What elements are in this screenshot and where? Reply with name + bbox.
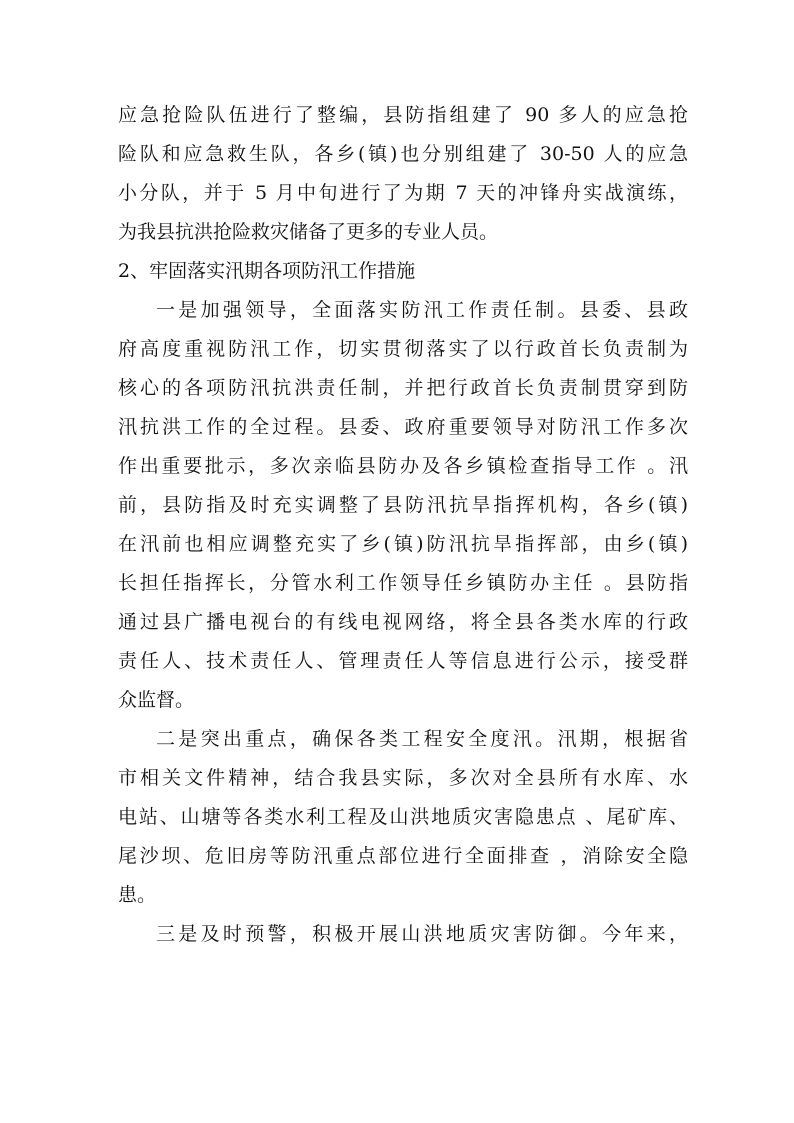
- paragraph-line: 前，县防指及时充实调整了县防汛抗旱指挥机构，各乡(镇): [118, 494, 688, 516]
- paragraph-line: 通过县广播电视台的有线电视网络，将全县各类水库的行政: [118, 611, 688, 633]
- paragraph-line: 在汛前也相应调整充实了乡(镇)防汛抗旱指挥部，由乡(镇): [118, 533, 688, 555]
- paragraph-line: 险队和应急救生队，各乡(镇)也分别组建了 30-50 人的应急: [118, 143, 688, 165]
- paragraph-line: 长担任指挥长，分管水利工作领导任乡镇防办主任 。县防指: [118, 572, 688, 594]
- paragraph-line: 核心的各项防汛抗洪责任制，并把行政首长负责制贯穿到防: [118, 377, 688, 399]
- paragraph-line: 作出重要批示，多次亲临县防办及各乡镇检查指导工作 。汛: [118, 455, 688, 477]
- paragraph-line: 应急抢险队伍进行了整编，县防指组建了 90 多人的应急抢: [118, 104, 688, 126]
- paragraph-line: 汛抗洪工作的全过程。县委、政府重要领导对防汛工作多次: [118, 416, 688, 438]
- paragraph-line: 责任人、技术责任人、管理责任人等信息进行公示，接受群: [118, 650, 688, 672]
- paragraph-line: 电站、山塘等各类水利工程及山洪地质灾害隐患点 、尾矿库、: [118, 806, 688, 828]
- paragraph-line: 小分队，并于 5 月中旬进行了为期 7 天的冲锋舟实战演练，: [118, 182, 688, 204]
- document-body: [118, 96, 688, 954]
- paragraph-line: 三是及时预警，积极开展山洪地质灾害防御。今年来，: [156, 923, 688, 945]
- paragraph-line: 二是突出重点，确保各类工程安全度汛。汛期，根据省: [156, 728, 688, 750]
- paragraph-line: 一是加强领导，全面落实防汛工作责任制。县委、县政: [156, 299, 688, 321]
- paragraph-line: 府高度重视防汛工作，切实贯彻落实了以行政首长负责制为: [118, 338, 688, 360]
- paragraph-line: 患。: [118, 884, 157, 906]
- paragraph-line: 尾沙坝、危旧房等防汛重点部位进行全面排查 ，消除安全隐: [118, 845, 688, 867]
- section-heading: 2、牢固落实汛期各项防汛工作措施: [118, 260, 416, 282]
- paragraph-line: 为我县抗洪抢险救灾储备了更多的专业人员。: [118, 221, 499, 243]
- paragraph-line: 众监督。: [118, 689, 195, 711]
- paragraph-line: 市相关文件精神，结合我县实际，多次对全县所有水库、水: [118, 767, 688, 789]
